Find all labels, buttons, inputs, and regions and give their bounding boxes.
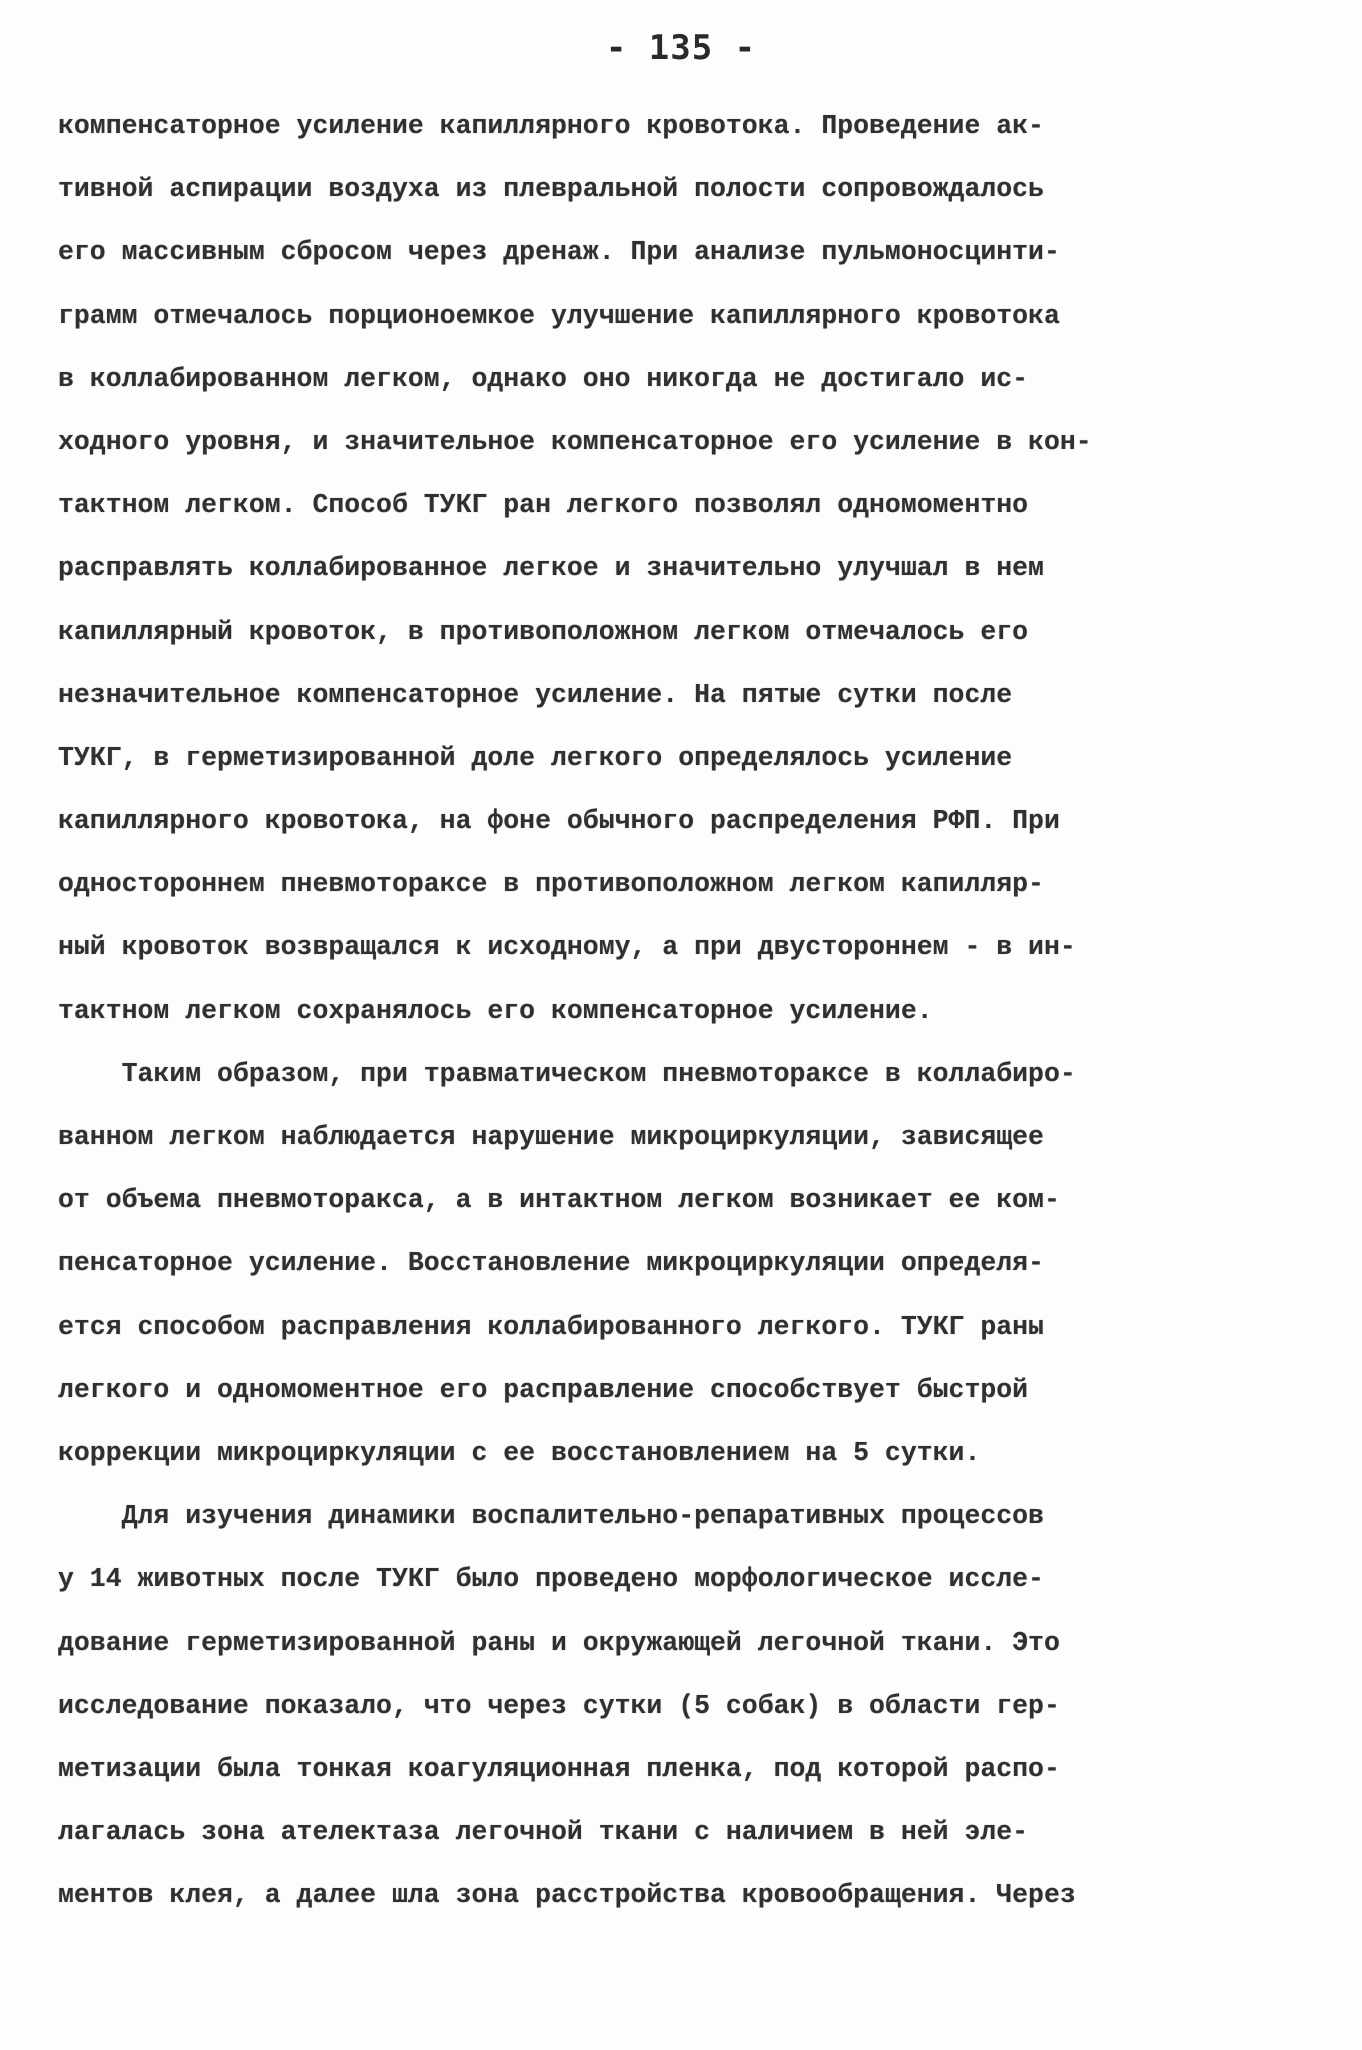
text-line: ментов клея, а далее шла зона расстройства кровообращения. Через [58,1880,1076,1911]
text-line: Таким образом, при травматическом пневмотораксе в коллабиро- [58,1058,1076,1089]
text-line: Для изучения динамики воспалительно-репаративных процессов [58,1501,1044,1532]
text-line: от объема пневмоторакса, а в интактном легком возникает ее ком- [58,1185,1060,1216]
text-line: незначительное компенсаторное усиление. На пятые сутки после [58,679,1013,710]
text-line: дование герметизированной раны и окружающей легочной ткани. Это [58,1627,1060,1658]
text-line: ТУКГ, в герметизированной доле легкого определялось усиление [58,742,1013,773]
text-line: грамм отмечалось порционоемкое улучшение капиллярного кровотока [58,300,1060,331]
body-text [58,95,1328,1927]
text-line: ходного уровня, и значительное компенсаторное его усиление в кон- [58,426,1092,457]
text-line: компенсаторное усиление капиллярного кровотока. Проведение ак- [58,111,1044,141]
text-line: его массивным сбросом через дренаж. При анализе пульмоносцинти- [58,237,1060,268]
text-line: тактном легком. Способ ТУКГ ран легкого позволял одномоментно [58,490,1029,521]
page-number: - 135 - [605,28,757,68]
text-line: у 14 животных после ТУКГ было проведено морфологическое иссле- [58,1564,1044,1595]
text-line: метизации была тонкая коагуляционная пленка, под которой распо- [58,1753,1060,1784]
text-line: ется способом расправления коллабированного легкого. ТУКГ раны [58,1311,1044,1342]
text-line: ванном легком наблюдается нарушение микроциркуляции, зависящее [58,1122,1044,1152]
text-line: капиллярного кровотока, на фоне обычного распределения РФП. При [58,806,1060,837]
text-line: легкого и одномоментное его расправление способствует быстрой [58,1374,1029,1405]
text-line: лагалась зона ателектаза легочной ткани с наличием в ней эле- [58,1817,1029,1848]
text-line: ный кровоток возвращался к исходному, а при двустороннем - в ин- [58,932,1076,963]
text-line: тактном легком сохранялось его компенсаторное усиление. [58,995,933,1026]
text-line: расправлять коллабированное легкое и значительно улучшал в нем [58,553,1044,584]
text-line: одностороннем пневмотораксе в противоположном легком капилляр- [58,869,1044,900]
text-line: коррекции микроциркуляции с ее восстановлением на 5 сутки. [58,1437,981,1468]
text-line: пенсаторное усиление. Восстановление микроциркуляции определя- [58,1248,1044,1279]
text-line: тивной аспирации воздуха из плевральной полости сопровождалось [58,174,1044,205]
text-line: в коллабированном легком, однако оно никогда не достигало ис- [58,363,1029,394]
text-line: капиллярный кровоток, в противоположном легком отмечалось его [58,616,1029,647]
text-line: исследование показало, что через сутки (5 собак) в области гер- [58,1690,1060,1721]
